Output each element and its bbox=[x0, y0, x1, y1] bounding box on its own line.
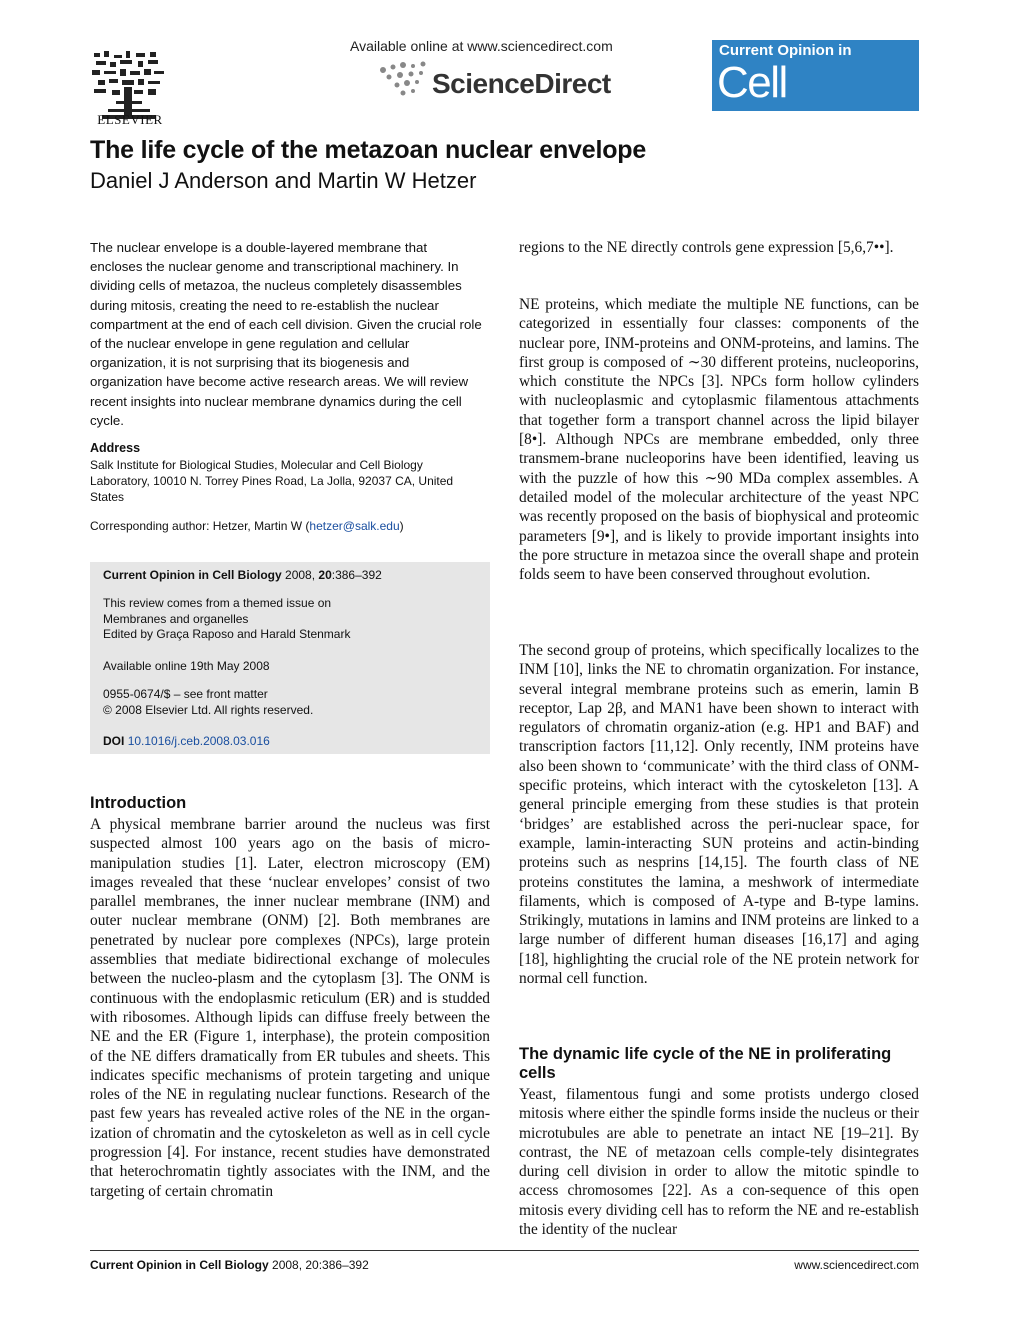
info-year: 2008, bbox=[285, 568, 316, 582]
corresponding-close: ) bbox=[399, 519, 404, 533]
article-title: The life cycle of the metazoan nuclear envelope bbox=[90, 136, 647, 164]
author-email-link[interactable]: hetzer@salk.edu bbox=[309, 519, 400, 533]
footer-issue: 2008, 20:386–392 bbox=[272, 1258, 369, 1272]
address-text: Salk Institute for Biological Studies, Molecular and Cell Biology Laboratory, 10010 N. Torrey Pines Road, La Jolla, 92037 CA, United States bbox=[90, 458, 454, 504]
address-heading: Address bbox=[90, 441, 141, 455]
sciencedirect-logo-text[interactable]: ScienceDirect bbox=[432, 68, 611, 99]
info-themed-line3: Edited by Graça Raposo and Harald Stenmark bbox=[103, 627, 351, 641]
footer-divider bbox=[90, 1250, 919, 1251]
right-paragraph-2: The second group of proteins, which specifically localizes to the INM [10], links the NE to chromatin organization. For instance, several integral membrane proteins such as emerin, lamin B receptor, Lap 2β, and MAN1 have been shown to interact with regulators of chromatin organiz-ation (e.g. HP1 and BAF) and transcription factors [11,12]. Only recently, INM proteins have also been shown to ‘communicate’ with the third class of ONM-specific proteins, which interact with the cytoskeleton [13]. A general principle emerging from these studies is that protein ‘bridges’ are established across the peri-nuclear space, for example, lamin-interacting SUN proteins and actin-binding proteins such as nesprins [14,15]. The fourth class of NE proteins constitutes the lamina, a meshwork of intermediate filaments, which is composed of A-type and B-type lamins. Strikingly, mutations in lamins and INM proteins are linked to a large number of different human diseases [16,17] and aging [18], highlighting the crucial role of the NE protein network for normal cell function. bbox=[519, 642, 919, 988]
journal-badge-line1: Current Opinion in bbox=[719, 42, 852, 59]
corresponding-author bbox=[90, 519, 482, 533]
info-citation bbox=[103, 568, 382, 582]
info-doi bbox=[103, 734, 270, 748]
info-themed-line1: This review comes from a themed issue on bbox=[103, 596, 332, 610]
right-paragraph-3: Yeast, filamentous fungi and some protists undergo closed mitosis where either the spindle forms inside the nucleus or their microtubules are able to penetrate an intact NE [19–21]. By contrast, the NE of metazoan cells comple-tely disintegrates during cell division in order to allow the mitotic spindle to access chromosomes [22]. As a con-sequence of this open mitosis every dividing cell has to reform the NE and re-establish the identity of the nuclear bbox=[519, 1086, 919, 1239]
journal-badge-line2: Cell Biology bbox=[717, 58, 851, 157]
footer-journal: Current Opinion in Cell Biology bbox=[90, 1258, 269, 1272]
info-journal: Current Opinion in Cell Biology bbox=[103, 568, 282, 582]
info-available: Available online 19th May 2008 bbox=[103, 659, 270, 673]
right-paragraph-1: NE proteins, which mediate the multiple NE functions, can be categorized in essentially four classes: components of the nuclear pore, INM-proteins and ONM-proteins, and lamins. The first group is composed of ∼30 different proteins, nucleoporins, which constitute the NPCs [3]. NPCs form hollow cylinders with nucleoplasmic and cytoplasmic filamentous attachments that together form a transport channel across the lipid bilayer [8•]. Although NPCs are membrane embedded, only three transmem-brane nucleoporins have been identified, leaving us with the puzzle of how this ∼90 MDa complex assembles. A detailed model of the molecular architecture of the yeast NPC was recently proposed on the basis of biophysical and proteomic parameters [9•], and is likely to provide important insights into the pore structure in metazoa since the overall shape and protein folds seem to have been conserved throughout evolution. bbox=[519, 296, 919, 584]
info-volume: 20 bbox=[318, 568, 332, 582]
info-pages: :386–392 bbox=[331, 568, 382, 582]
info-doi-label: DOI bbox=[103, 734, 125, 748]
abstract-text: The nuclear envelope is a double-layered membrane that encloses the nuclear genome and transcriptional machinery. In dividing cells of metazoa, the nucleus completely disassembles during mitosis, creating the need to re-establish the nuclear compartment at the end of each cell division. Given the crucial role of the nuclear envelope in gene regulation and cellular organization, it is not surprising that its biogenesis and organization have become active research areas. We will review recent insights into nuclear membrane dynamics during the cell cycle. bbox=[90, 240, 482, 428]
info-copyright: © 2008 Elsevier Ltd. All rights reserved. bbox=[103, 703, 314, 717]
dynamic-life-cycle-heading: The dynamic life cycle of the NE in proliferating cells bbox=[519, 1045, 892, 1083]
available-online-link[interactable]: Available online at www.sciencedirect.com bbox=[350, 38, 613, 54]
footer-url-link[interactable]: www.sciencedirect.com bbox=[794, 1258, 919, 1272]
article-authors: Daniel J Anderson and Martin W Hetzer bbox=[90, 168, 477, 193]
article-info-box bbox=[90, 562, 490, 754]
info-themed-line2: Membranes and organelles bbox=[103, 612, 249, 626]
journal-badge[interactable] bbox=[712, 40, 919, 157]
doi-link[interactable]: 10.1016/j.ceb.2008.03.016 bbox=[127, 734, 270, 748]
publisher-name: ELSEVIER bbox=[97, 112, 163, 127]
footer-citation bbox=[90, 1258, 369, 1272]
right-paragraph-0: regions to the NE directly controls gene expression [5,6,7••]. bbox=[519, 239, 894, 256]
introduction-heading: Introduction bbox=[90, 794, 187, 812]
corresponding-label: Corresponding author: Hetzer, Martin W ( bbox=[90, 519, 310, 533]
info-issn: 0955-0674/$ – see front matter bbox=[103, 687, 268, 701]
introduction-text: A physical membrane barrier around the nucleus was first suspected almost 100 years ago on the basis of micro-manipulation studies [1]. Later, electron microscopy (EM) images revealed that these ‘nuclear envelopes’ consist of two parallel membranes, the inner nuclear membrane (INM) and outer nuclear membrane (ONM) [2]. Both membranes are penetrated by nuclear pore complexes (NPCs), large protein assemblies that mediate bidirectional exchange of molecules between the nucleo-plasm and the cytoplasm [3]. The ONM is continuous with the endoplasmic reticulum (ER) and is studded with ribosomes. Although lipids can diffuse freely between the NE and the ER (Figure 1, interphase), the protein composition of the NE differs dramatically from ER tubules and sheets. This indicates specific mechanisms of protein targeting and unique roles of the NE in regulating nuclear functions. Research of the past few years has revealed active roles of the NE in the organ-ization of chromatin and the cytoskeleton as well as in cell cycle progression [4]. For instance, recent studies have demonstrated that heterochromatin tightly associates with the INM, and the targeting of certain chromatin bbox=[90, 816, 490, 1200]
